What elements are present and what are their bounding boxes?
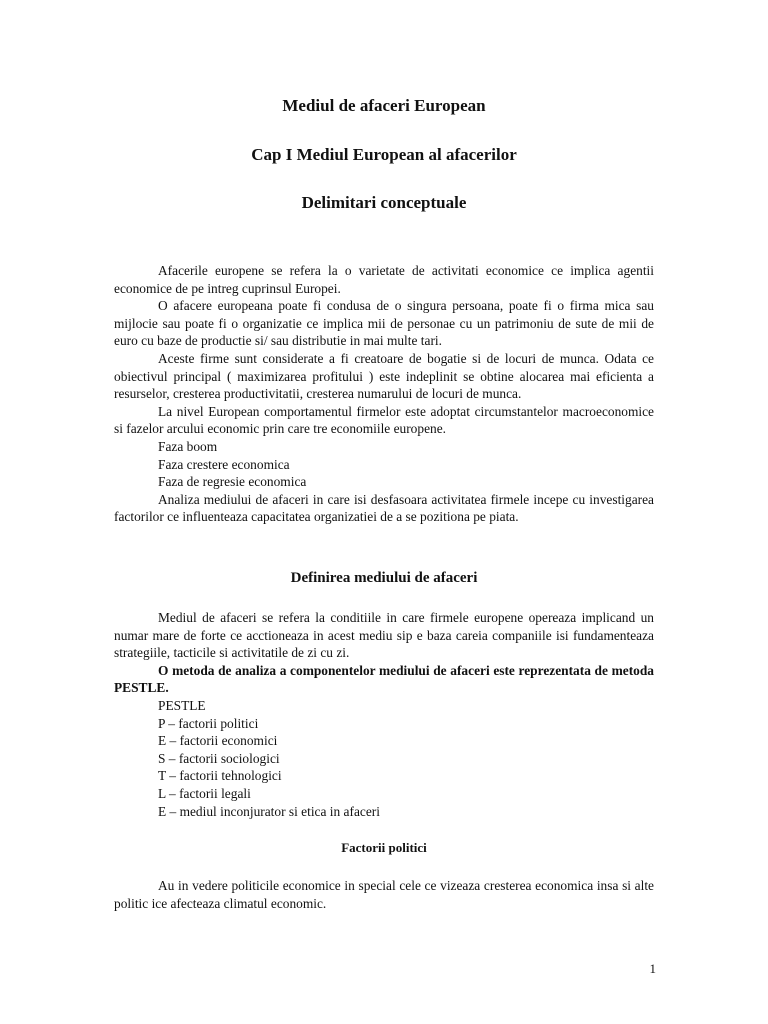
pestle-item: T – factorii tehnologici	[158, 768, 282, 784]
pestle-intro: O metoda de analiza a componentelor mediului de afaceri este reprezentata de metoda PESTLE.	[114, 662, 654, 696]
intro-block	[114, 262, 654, 526]
subtitle-heading: Delimitari conceptuale	[301, 193, 467, 212]
document-title: Mediul de afaceri European	[282, 96, 486, 115]
paragraph: Au in vedere politicile economice in special cele ce vizeaza cresterea economica insa si alte politic ice afecteaza climatul economic.	[114, 878, 654, 911]
phase-item: Faza boom	[158, 438, 218, 454]
pestle-item: E – mediul inconjurator si etica in afaceri	[158, 803, 380, 819]
paragraph: Mediul de afaceri se refera la conditiile in care firmele europene opereaza implicand un numar mare de forte ce acctioneaza in acest mediu sip e baza careia companiile isi fundamenteaza strategiile, tacticile si activitatile de zi cu zi.	[114, 610, 654, 661]
pestle-item: E – factorii economici	[158, 733, 278, 749]
page-number: 1	[649, 961, 656, 976]
subsection-heading: Factorii politici	[341, 840, 427, 855]
political-block	[114, 877, 654, 912]
definition-block	[114, 609, 654, 820]
chapter-heading: Cap I Mediul European al afacerilor	[251, 145, 517, 164]
pestle-label: PESTLE	[158, 697, 206, 713]
phase-item: Faza de regresie economica	[158, 474, 307, 490]
pestle-item: S – factorii sociologici	[158, 750, 280, 766]
paragraph: Analiza mediului de afaceri in care isi desfasoara activitatea firmele incepe cu investigarea factorilor ce influenteaza capacitatea organizatiei de a se pozitiona pe piata.	[114, 491, 654, 525]
paragraph: Afacerile europene se refera la o varietate de activitati economice ce implica agentii economice de pe intreg cuprinsul Europei.	[114, 263, 654, 296]
paragraph: La nivel European comportamentul firmelor este adoptat circumstantelor macroeconomice si fazelor arcului economic prin care tre economiile europene.	[114, 403, 654, 437]
section-heading: Definirea mediului de afaceri	[290, 570, 478, 586]
phase-item: Faza crestere economica	[158, 456, 290, 472]
paragraph: O afacere europeana poate fi condusa de o singura persoana, poate fi o firma mica sau mijlocie sau poate fi o organizatie ce implica mii de personae cu un patrimoniu de sute de mii de euro cu baze de productie si/ sau distributie in mai multe tari.	[114, 298, 654, 349]
pestle-item: P – factorii politici	[158, 715, 259, 731]
paragraph: Aceste firme sunt considerate a fi creatoare de bogatie si de locuri de munca. Odata ce obiectivul principal ( maximizarea profitului ) este indeplinit se obtine alocarea mai eficienta a resurselor, cresterea productivitatii, cresterea numarului de locuri de munca.	[114, 350, 654, 402]
pestle-item: L – factorii legali	[158, 785, 251, 801]
